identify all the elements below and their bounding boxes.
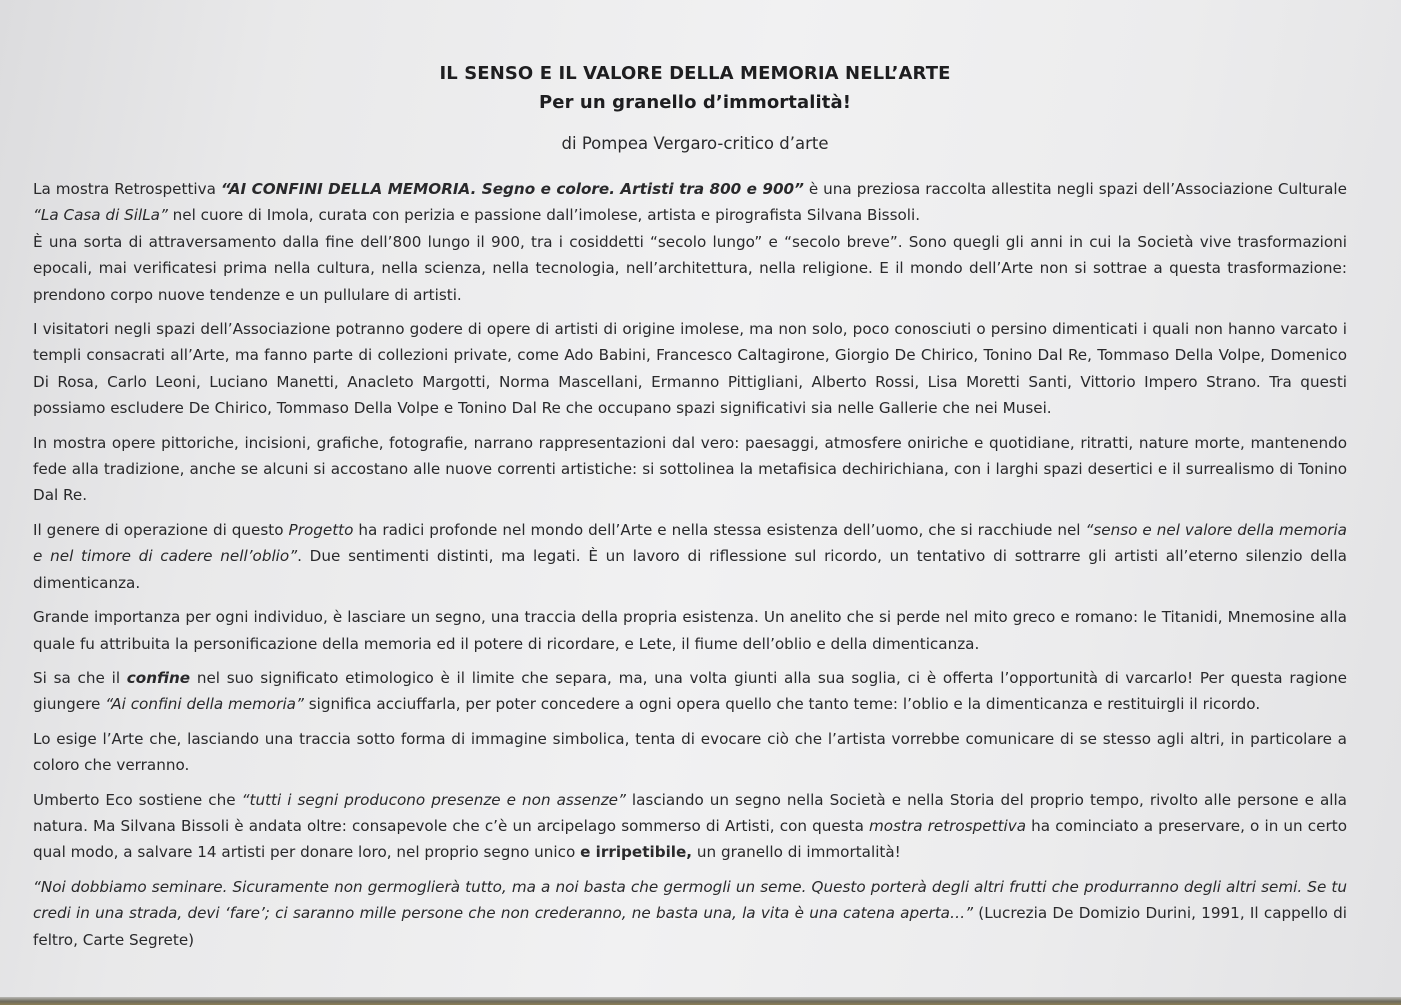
unrepeatable-phrase: e irripetibile, [580, 843, 693, 862]
paragraph-4-text-e: . Due sentimenti distinti, ma legati. È un lavoro di riflessione sul ricordo, un tentativo di sottrarre gli artisti all’eterno silenzio della dimenticanza. [33, 547, 1347, 592]
paragraph-1-text-e: nel cuore di Imola, curata con perizia e passione dall’imolese, artista e pirografista Silvana Bissoli. [167, 206, 921, 225]
closing-quote: “Noi dobbiamo seminare. Sicuramente non germoglierà tutto, ma a noi basta che germogli un seme. Questo porterà degli altri frutti che produrranno degli altri semi. Se tu credi in una strada, devi ‘fare’; ci saranno mille persone che non crederanno, ne basta una, la vita è una catena aperta…” [33, 877, 1347, 923]
document-subtitle: Per un granello d’immortalità! [538, 92, 852, 113]
paragraph-7: Lo esige l’Arte che, lasciando una traccia sotto forma di immagine simbolica, tenta di evocare ciò che l’artista vorrebbe comunicare di se stesso agli altri, in particolare a coloro che verranno. [33, 729, 1347, 775]
paragraph-8 [33, 787, 1347, 866]
paragraph-3: In mostra opere pittoriche, incisioni, grafiche, fotografie, narrano rappresentazioni dal vero: paesaggi, atmosfere oniriche e quotidiane, ritratti, nature morte, mantenendo fede alla tradizione, anche se alcuni si accostano alle nuove correnti artistiche: si sottolinea la metafisica dechirichiana, con i larghi spazi desertici e il surrealismo di Tonino Dal Re. [33, 433, 1347, 505]
paragraph-1-text-f: È una sorta di attraversamento dalla fine dell’800 lungo il 900, tra i cosiddetti “secolo lungo” e “secolo breve”. Sono quegli gli anni in cui la Società vive trasformazioni epocali, mai verificatesi prima nella cultura, nella scienza, nella tecnologia, nell’architettura, nella religione. E il mondo dell’Arte non si sottrae a questa trasformazione: prendono corpo nuove tendenze e un pullulare di artisti. [33, 232, 1347, 304]
paragraph-1-text-c: è una preziosa raccolta allestita negli spazi dell’Associazione Culturale [803, 180, 1347, 198]
paragraph-6 [33, 665, 1347, 718]
paragraph-5: Grande importanza per ogni individuo, è lasciare un segno, una traccia della propria esistenza. Un anelito che si perde nel mito greco e romano: le Titanidi, Mnemosine alla quale fu attribuita la personificazione della memoria ed il potere di ricordare, e Lete, il fiume dell’oblio e della dimenticanza. [33, 608, 1347, 653]
paragraph-4-text-a: Il genere di operazione di questo [33, 520, 289, 539]
paragraph-9 [33, 874, 1347, 953]
memory-quote: “senso e nel valore della memoria e nel timore di cadere nell’oblio” [33, 520, 1347, 566]
paragraph-1 [33, 176, 1347, 308]
quote-citation: (Lucrezia De Domizio Durini, 1991, Il cappello di feltro, Carte Segrete) [33, 904, 1348, 949]
confine-word: confine [126, 668, 191, 687]
paragraph-6-text-a: Si sa che il [33, 668, 127, 687]
article-body [33, 176, 1347, 961]
author-line: di Pompea Vergaro-critico d’arte [561, 134, 829, 153]
paragraph-4 [33, 517, 1347, 596]
paragraph-4-text-c: ha radici profonde nel mondo dell’Arte e nella stessa esistenza dell’uomo, che si racchiude nel [353, 520, 1086, 539]
exhibition-title: “AI CONFINI DELLA MEMORIA. Segno e colore. Artisti tra 800 e 900” [220, 180, 804, 198]
association-name: “La Casa di SilLa” [33, 206, 168, 225]
document-title: IL SENSO E IL VALORE DELLA MEMORIA NELL’ARTE [439, 63, 951, 84]
paragraph-8-text-c: lasciando un segno nella Società e nella Storia del proprio tempo, rivolto alle persone e alla natura. Ma Silvana Bissoli è andata oltre: consapevole che c’è un arcipelago sommerso di Artisti, con questa [33, 790, 1347, 835]
paragraph-8-text-e: ha cominciato a preservare, o in un certo qual modo, a salvare 14 artisti per donare loro, nel proprio segno unico [33, 816, 1347, 862]
paragraph-8-text-a: Umberto Eco sostiene che [33, 790, 242, 809]
retrospective-phrase: mostra retrospettiva [869, 816, 1027, 835]
eco-quote: “tutti i segni producono presenze e non assenze” [241, 790, 626, 809]
exhibition-quote: “Ai confini della memoria” [105, 695, 304, 714]
paragraph-1-text-a: La mostra Retrospettiva [33, 180, 221, 198]
paragraph-2: I visitatori negli spazi dell’Associazione potranno godere di opere di artisti di origine imolese, ma non solo, poco conosciuti o persino dimenticati i quali non hanno varcato i templi consacrati all’Arte, ma fanno parte di collezioni private, come Ado Babini, Francesco Caltagirone, Giorgio De Chirico, Tonino Dal Re, Tommaso Della Volpe, Domenico Di Rosa, Carlo Leoni, Luciano Manetti, Anacleto Margotti, Norma Mascellani, Ermanno Pittigliani, Alberto Rossi, Lisa Moretti Santi, Vittorio Impero Strano. Tra questi possiamo escludere De Chirico, Tommaso Della Volpe e Tonino Dal Re che occupano spazi significativi sia nelle Gallerie che nei Musei. [33, 320, 1347, 418]
frame-bottom-edge [0, 997, 1401, 1005]
paragraph-8-text-g: un granello di immortalità! [692, 843, 901, 862]
paragraph-6-text-c: nel suo significato etimologico è il limite che separa, ma, una volta giunti alla sua soglia, ci è offerta l’opportunità di varcarlo! Per questa ragione giungere [33, 668, 1347, 714]
paragraph-6-text-e: significa acciuffarla, per poter concedere a ogni opera quello che tanto teme: l’oblio e la dimenticanza e restituirgli il ricordo. [303, 695, 1261, 714]
project-word: Progetto [288, 520, 354, 539]
